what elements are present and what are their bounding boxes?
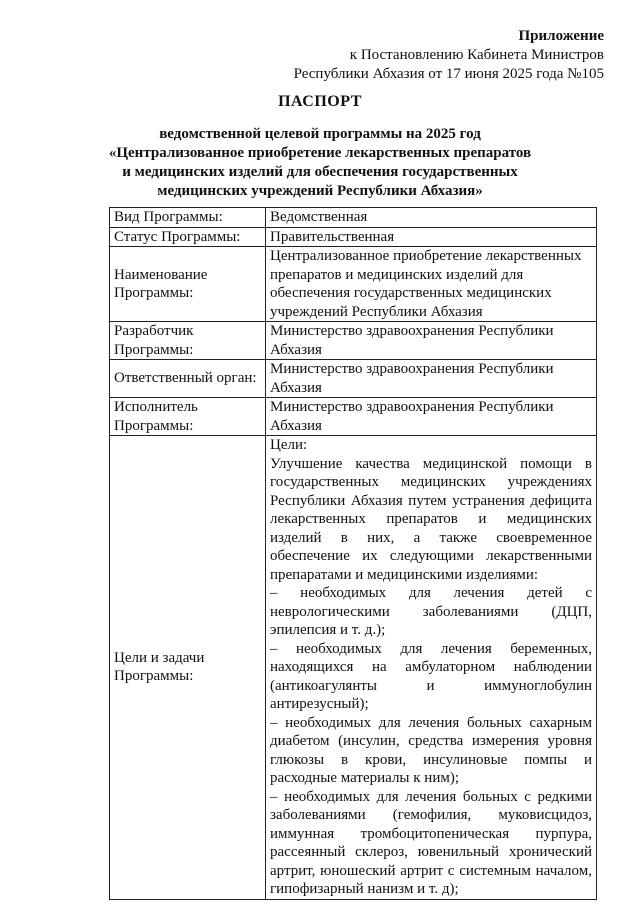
subtitle-line-2: «Централизованное приобретение лекарственных препаратов <box>108 145 532 161</box>
table-row <box>110 247 597 322</box>
row-value: Министерство здравоохранения Республики Абхазия <box>266 322 597 360</box>
row-label: Исполнитель Программы: <box>110 398 266 436</box>
goals-item-rare-diseases: – необходимых для лечения больных с редкими заболеваниями (гемофилия, муковисцидоз, иммунная тромбоцитопеническая пурпура, рассеянный склероз, ювенильный хронический артрит, юношеский артрит с системным началом, гипофизарный нанизм и т. д); <box>270 788 592 897</box>
goals-item-children: – необходимых для лечения детей с неврологическими заболеваниями (ДЦП, эпилепсия и т. д.); <box>270 585 592 638</box>
row-value: Централизованное приобретение лекарственных препаратов и медицинских изделий для обеспечения государственных медицинских учреждений Республики Абхазия <box>266 247 597 322</box>
goals-item-pregnant: – необходимых для лечения беременных, находящихся на амбулаторном наблюдении (антикоагулянты и иммуноглобулин антирезусный); <box>270 640 592 712</box>
row-label: Наименование Программы: <box>110 247 266 322</box>
table-row <box>110 227 597 247</box>
subtitle-line-3: и медицинских изделий для обеспечения государственных <box>122 164 518 180</box>
row-label: Статус Программы: <box>110 227 266 247</box>
row-value: Правительственная <box>266 227 597 247</box>
table-row <box>110 398 597 436</box>
subtitle-line-1: ведомственной целевой программы на 2025 год <box>159 126 481 142</box>
row-label: Ответственный орган: <box>110 360 266 398</box>
row-value: Министерство здравоохранения Республики Абхазия <box>266 360 597 398</box>
row-label: Вид Программы: <box>110 208 266 228</box>
goals-intro: Улучшение качества медицинской помощи в государственных медицинских учреждениях Республики Абхазия путем устранения дефицита лекарственных препаратов и медицинских изделий в них, а также своевременное обеспечение их следующими лекарственными препаратами и медицинскими изделиями: <box>270 455 592 583</box>
document-subtitle <box>0 125 640 201</box>
row-label: Разработчик Программы: <box>110 322 266 360</box>
goals-value <box>266 436 597 900</box>
goals-heading: Цели: <box>270 437 308 453</box>
document-header <box>294 27 604 84</box>
goals-label: Цели и задачи Программы: <box>110 436 266 900</box>
table-row <box>110 208 597 228</box>
row-value: Министерство здравоохранения Республики Абхазия <box>266 398 597 436</box>
appendix-line-1: к Постановлению Кабинета Министров <box>349 47 604 63</box>
appendix-title: Приложение <box>518 28 604 44</box>
row-value: Ведомственная <box>266 208 597 228</box>
appendix-line-2: Республики Абхазия от 17 июня 2025 года №105 <box>293 66 604 82</box>
table-row <box>110 322 597 360</box>
goals-item-diabetes: – необходимых для лечения больных сахарным диабетом (инсулин, средства измерения уровня глюкозы в крови, инсулиновые помпы и расходные материалы к ним); <box>270 714 592 786</box>
passport-table <box>109 207 597 900</box>
table-row <box>110 360 597 398</box>
subtitle-line-4: медицинских учреждений Республики Абхазия» <box>157 183 483 199</box>
document-title: ПАСПОРТ <box>278 93 362 110</box>
goals-row <box>110 436 597 900</box>
